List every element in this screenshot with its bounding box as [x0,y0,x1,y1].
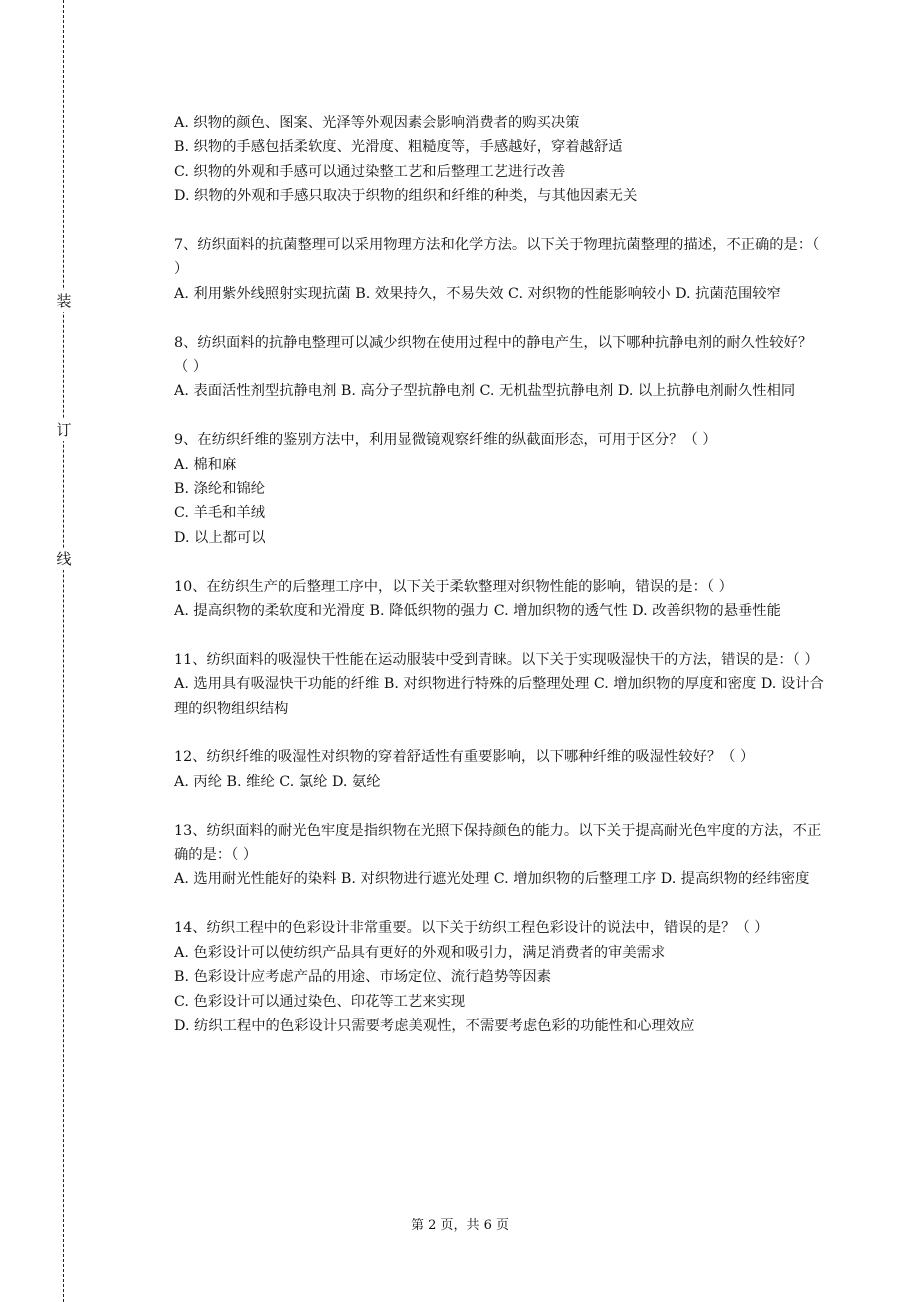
question-11 [174,648,824,721]
question-9-text: 9、在纺织纤维的鉴别方法中，利用显微镜观察纤维的纵截面形态，可用于区分？（ ） [174,432,717,449]
question-13 [174,819,824,892]
question-10-options: A. 提高织物的柔软度和光滑度 B. 降低织物的强力 C. 增加织物的透气性 D. 改善织物的悬垂性能 [174,603,781,620]
question-8 [174,331,824,404]
question-11-options: A. 选用具有吸湿快干功能的纤维 B. 对织物进行特殊的后整理处理 C. 增加织物的厚度和密度 D. 设计合理的织物组织结构 [174,676,824,717]
question-13-text: 13、纺织面料的耐光色牢度是指织物在光照下保持颜色的能力。以下关于提高耐光色牢度的方法，不正确的是：（ ） [174,822,822,864]
question-12-options: A. 丙纶 B. 维纶 C. 氯纶 D. 氨纶 [174,773,381,790]
question-9 [174,428,824,550]
question-6-options [174,111,824,209]
option-a: A. 棉和麻 [174,456,237,473]
binding-dashed-line [63,0,64,1302]
binding-label-zhuang: 装 [54,290,74,312]
question-7-options: A. 利用紫外线照射实现抗菌 B. 效果持久，不易失效 C. 对织物的性能影响较小 D. 抗菌范围较窄 [174,285,781,302]
binding-label-ding: 订 [54,419,74,441]
option-d: D. 织物的外观和手感只取决于织物的组织和纤维的种类，与其他因素无关 [174,188,638,205]
binding-label-xian: 线 [54,548,74,570]
question-7 [174,233,824,306]
question-10 [174,575,824,624]
option-a: A. 织物的颜色、图案、光泽等外观因素会影响消费者的购买决策 [174,115,580,131]
question-11-text: 11、纺织面料的吸湿快干性能在运动服装中受到青睐。以下关于实现吸湿快干的方法，错误的是：（ ） [174,651,819,668]
question-10-text: 10、在纺织生产的后整理工序中，以下关于柔软整理对织物性能的影响，错误的是：（ ） [174,578,733,595]
question-12 [174,745,824,794]
question-8-options: A. 表面活性剂型抗静电剂 B. 高分子型抗静电剂 C. 无机盐型抗静电剂 D. 以上抗静电剂耐久性相同 [174,383,796,400]
option-c: C. 羊毛和羊绒 [174,505,266,522]
question-14 [174,916,824,1038]
option-d: D. 纺织工程中的色彩设计只需要考虑美观性，不需要考虑色彩的功能性和心理效应 [174,1017,695,1034]
option-c: C. 色彩设计可以通过染色、印花等工艺来实现 [174,993,466,1010]
question-13-options: A. 选用耐光性能好的染料 B. 对织物进行遮光处理 C. 增加织物的后整理工序 D. 提高织物的经纬密度 [174,871,810,888]
option-b: B. 色彩设计应考虑产品的用途、市场定位、流行趋势等因素 [174,969,552,986]
question-14-text: 14、纺织工程中的色彩设计非常重要。以下关于纺织工程色彩设计的说法中，错误的是？（ ） [174,920,769,937]
question-12-text: 12、纺织纤维的吸湿性对织物的穿着舒适性有重要影响，以下哪种纤维的吸湿性较好？（ ） [174,749,755,766]
question-list [174,111,824,1063]
option-a: A. 色彩设计可以使纺织产品具有更好的外观和吸引力，满足消费者的审美需求 [174,944,666,961]
question-8-text: 8、纺织面料的抗静电整理可以减少织物在使用过程中的静电产生，以下哪种抗静电剂的耐久性较好？（ ） [174,334,813,376]
question-7-text: 7、纺织面料的抗菌整理可以采用物理方法和化学方法。以下关于物理抗菌整理的描述，不正确的是：（ ） [174,237,824,278]
page-number-footer: 第 2 页，共 6 页 [410,1218,510,1233]
option-b: B. 涤纶和锦纶 [174,481,266,498]
option-d: D. 以上都可以 [174,529,266,546]
option-b: B. 织物的手感包括柔软度、光滑度、粗糙度等，手感越好，穿着越舒适 [174,139,623,156]
option-c: C. 织物的外观和手感可以通过染整工艺和后整理工艺进行改善 [174,163,566,180]
